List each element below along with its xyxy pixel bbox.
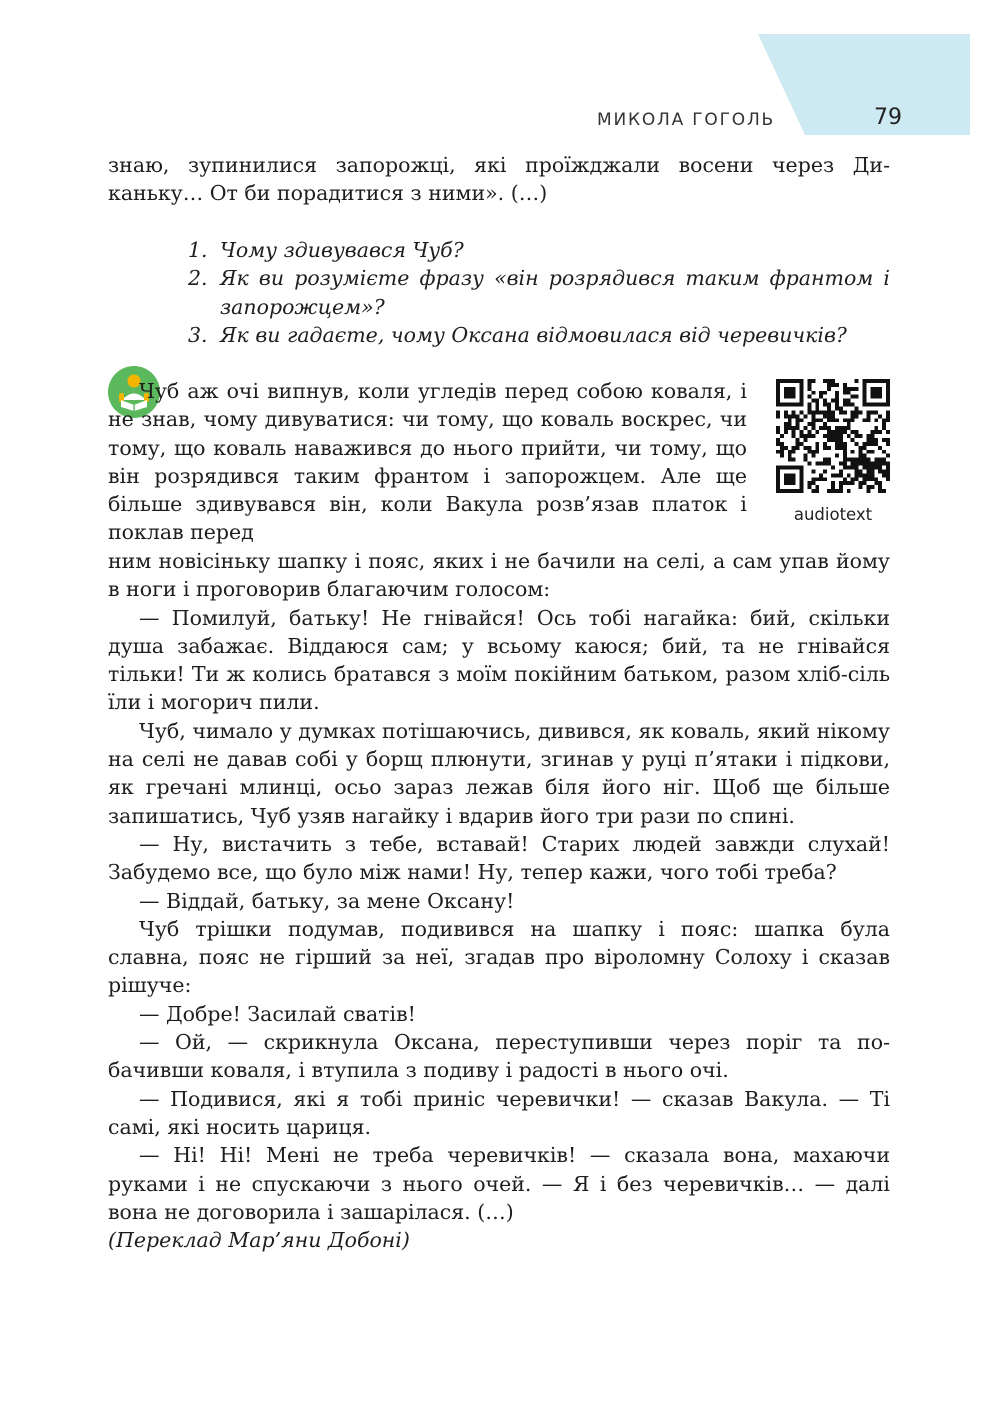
question-number: 2. (188, 266, 208, 291)
audiotext-label: audiotext (793, 505, 873, 524)
qr-code-icon[interactable] (776, 379, 890, 493)
question-item (188, 264, 890, 321)
intro-paragraph: знаю, зупинилися запорожці, які проїжджали восени через Диканьку… От би порадитися з ними». (…) (108, 153, 890, 206)
paragraph: — Віддай, батьку, за мене Оксану! (139, 888, 515, 913)
question-item (188, 321, 890, 349)
intro-text (108, 151, 890, 208)
header-accent-shape (758, 34, 970, 135)
page-number: 79 (874, 105, 902, 130)
translation-credit (108, 1226, 890, 1254)
paragraph: — Помилуй, батьку! Не гнівайся! Ось тобі нагайка: бий, скільки душа забажає. Віддаюся сам; у всьому каюся; бий, та не гнівайся тільки! Ти ж колись братався з моїм покійним батьком, разом хліб-сіль їли і могорич пили. (108, 605, 890, 715)
paragraph: — Подивися, які я тобі приніс черевички! — сказав Вакула. — Ті самі, які носить цариця. (108, 1086, 890, 1139)
running-head: МИКОЛА ГОГОЛЬ (597, 110, 775, 130)
main-text (108, 547, 890, 1254)
question-number: 3. (188, 322, 208, 347)
question-text: Як ви розумієте фразу «він розрядився таким франтом і запорожцем»? (220, 266, 890, 319)
paragraph: Чуб трішки подумав, подивився на шапку і пояс: шапка була славна, пояс не гірший за неї, згадав про віроломну Солоху і сказав рішуче: (108, 916, 890, 998)
paragraph: — Добре! Засилай сватів! (139, 1001, 416, 1026)
paragraph: Чуб, чимало у думках потішаючись, дивився, як коваль, який нікому на селі не давав собі у борщ плюнути, згинав у руці п’ятаки і підкови, як гречані млинці, осьо зараз лежав біля його ніг. Щоб ще більше запишатись, Чуб узяв нагайку і вдарив його три рази по спині. (108, 718, 890, 828)
text-beside-qr (108, 377, 747, 547)
question-text: Чому здивувався Чуб? (220, 238, 464, 262)
question-item (188, 236, 890, 264)
credit-close: ) (401, 1228, 410, 1253)
paragraph: Чуб аж очі випнув, коли угледів перед собою коваля, і не знав, чому дивуватися: чи тому, що коваль воскрес, чи тому, що коваль наважився до нього прийти, чи тому, що він розрядився таким франтом і запорожцем. Але ще більше здивувався він, коли Вакула розв’язав платок і поклав перед (108, 379, 747, 545)
paragraph: — Ні! Ні! Мені не треба черевичків! — сказала вона, махаючи руками і не спускаючи з нього очей. — Я і без черевичків… — далі вона не договорила і зашарілася. (…) (108, 1143, 890, 1224)
question-text: Як ви гадаєте, чому Оксана відмовилася від черевичків? (220, 322, 847, 347)
question-number: 1. (188, 238, 208, 262)
credit-text: Переклад Мар’яни Добоні (116, 1228, 402, 1253)
paragraph: ним новісіньку шапку і пояс, яких і не бачили на селі, а сам упав йому в ноги і проговорив благаючим голосом: (108, 549, 890, 602)
paragraph: — Ой, — скрикнула Оксана, переступивши через поріг та побачивши коваля, і втупила з подиву і радості в нього очі. (108, 1030, 890, 1083)
credit-open: ( (108, 1228, 116, 1253)
paragraph: — Ну, вистачить з тебе, вставай! Старих людей завжди слухай! Забудемо все, що було між нами! Ну, тепер кажи, чого тобі треба? (108, 831, 890, 885)
question-list (188, 236, 890, 349)
